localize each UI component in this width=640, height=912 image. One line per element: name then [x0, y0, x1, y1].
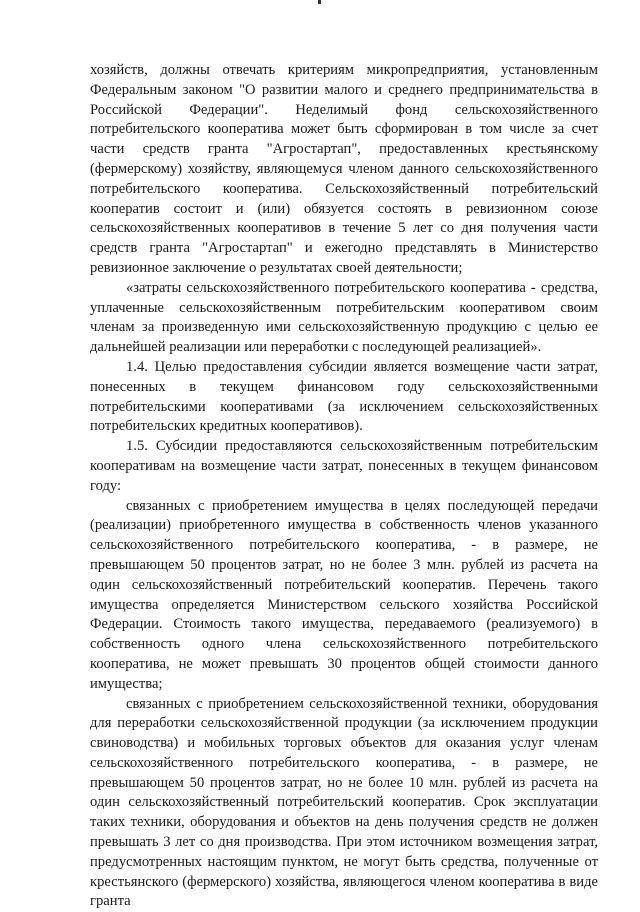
paragraph-1-5: 1.5. Субсидии предоставляются сельскохозяйственным потребительским кооперативам на возмещение части затрат, понесенных в текущем финансовом году: — [90, 437, 598, 496]
paragraph-1-4: 1.4. Целью предоставления субсидии является возмещение части затрат, понесенных в текущем финансовом году сельскохозяйственными потребительскими кооперативами (за исключением сельскохозяйственных потребительских кредитных кооперативов). — [90, 358, 598, 437]
document-body — [90, 61, 598, 912]
paragraph-definition-costs: «затраты сельскохозяйственного потребительского кооператива - средства, уплаченные сельскохозяйственным потребительским кооперативом своим членам за произведенную ими сельскохозяйственную продукцию с целью ее дальнейшей реализации или переработки с последующей реализацией». — [90, 279, 598, 358]
paragraph-continuation: хозяйств, должны отвечать критериям микропредприятия, установленным Федеральным законом "О развитии малого и среднего предпринимательства в Российской Федерации". Неделимый фонд сельскохозяйственного потребительского кооператива может быть сформирован в том числе за счет части средств гранта "Агростартап", предоставленных крестьянскому (фермерскому) хозяйству, являющемуся членом данного сельскохозяйственного потребительского кооператива. Сельскохозяйственный потребительский кооператив состоит и (или) обязуется состоять в ревизионном союзе сельскохозяйственных кооперативов в течение 5 лет со дня получения части средств гранта "Агростартап" и ежегодно представлять в Министерство ревизионное заключение о результатах своей деятельности; — [90, 61, 598, 279]
paragraph-equipment-costs: связанных с приобретением сельскохозяйственной техники, оборудования для переработки сельскохозяйственной продукции (за исключением продукции свиноводства) и мобильных торговых объектов для оказания услуг членам сельскохозяйственного потребительского кооператива, - в размере, не превышающем 50 процентов затрат, но не более 10 млн. рублей из расчета на один сельскохозяйственный потребительский кооператив. Срок эксплуатации таких техники, оборудования и объектов на день получения средств не должен превышать 3 лет со дня производства. При этом источником возмещения затрат, предусмотренных настоящим пунктом, не могут быть средства, полученные от крестьянского (фермерского) хозяйства, являющегося членом кооператива в виде гранта — [90, 695, 598, 912]
page-number-mark — [318, 0, 321, 4]
paragraph-property-costs: связанных с приобретением имущества в целях последующей передачи (реализации) приобретенного имущества в собственность членов указанного сельскохозяйственного потребительского кооператива, - в размере, не превышающем 50 процентов затрат, но не более 3 млн. рублей из расчета на один сельскохозяйственный потребительский кооператив. Перечень такого имущества определяется Министерством сельского хозяйства Российской Федерации. Стоимость такого имущества, передаваемого (реализуемого) в собственность одного члена сельскохозяйственного потребительского кооператива, не может превышать 30 процентов общей стоимости данного имущества; — [90, 497, 598, 695]
